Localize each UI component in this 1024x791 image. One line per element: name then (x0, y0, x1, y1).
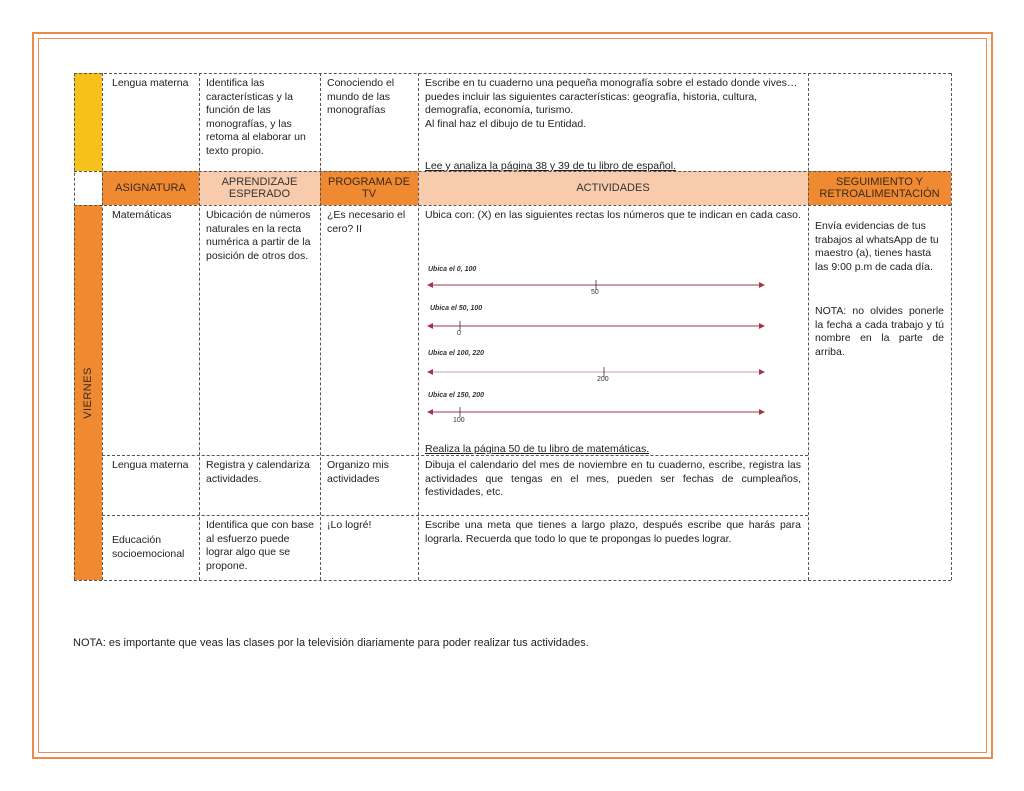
top-programa: Conociendo el mundo de las monografías (327, 77, 395, 116)
row-matematicas-programa: ¿Es necesario el cero? II (327, 209, 406, 235)
top-asignatura: Lengua materna (112, 77, 189, 89)
day-label: VIERNES (82, 366, 95, 419)
seguimiento-paragraph-1: Envía evidencias de tus trabajos al whatsApp de tu maestro (a), tienes hasta las 9:00 p.m de cada día. (815, 220, 939, 273)
top-aprendizaje: Identifica las características y la función de las monografías, y las retoma al elaborar un texto propio. (206, 77, 306, 157)
header-asignatura: ASIGNATURA (102, 171, 199, 205)
number-line-3-label: Ubica el 100, 220 (428, 350, 485, 357)
top-actividades-link: Lee y analiza la página 38 y 39 de tu libro de español. (425, 160, 677, 172)
number-line-2-label: Ubica el 50, 100 (430, 305, 483, 312)
number-line-4-label: Ubica el 150, 200 (428, 392, 485, 399)
row-matematicas-aprendizaje: Ubicación de números naturales en la recta numérica a partir de la posición de otros dos. (206, 209, 311, 262)
row-matematicas-link: Realiza la página 50 de tu libro de matemáticas. (425, 443, 650, 455)
row-lengua-aprendizaje: Registra y calendariza actividades. (206, 459, 310, 485)
footer-note: NOTA: es importante que veas las clases por la televisión diariamente para poder realizar tus actividades. (73, 637, 589, 649)
top-actividades-text-2: Al final haz el dibujo de tu Entidad. (425, 117, 587, 130)
row-socioemocional-aprendizaje: Identifica que con base al esfuerzo puede lograr algo que se propone. (206, 519, 314, 572)
header-actividades: ACTIVIDADES (418, 171, 808, 205)
row-lengua-actividades: Dibuja el calendario del mes de noviembre en tu cuaderno, escribe, registra las actividades que tengas en el mes, pueden ser fechas de cumpleaños, festividades, etc. (425, 459, 801, 498)
row-matematicas-asignatura: Matemáticas (112, 209, 172, 221)
top-actividades-text: Escribe en tu cuaderno una pequeña monografía sobre el estado donde vives… puedes incluir las siguientes características: geografía, historia, cultura, demografía, economía, turismo. (425, 77, 798, 116)
top-row-color-bar (74, 73, 102, 171)
row-socioemocional-actividades: Escribe una meta que tienes a largo plazo, después escribe que harás para lograrla. Recuerda que todo lo que te propongas lo puedes lograr. (425, 519, 801, 545)
top-actividades (420, 75, 806, 135)
number-line-1-label: Ubica el 0, 100 (428, 266, 477, 273)
number-line-2-tick-label: 0 (457, 330, 461, 337)
number-lines-figure (420, 262, 806, 432)
row-socioemocional-programa: ¡Lo logré! (327, 519, 372, 531)
header-seguimiento: SEGUIMIENTO Y RETROALIMENTACIÓN (808, 171, 951, 205)
row-matematicas-actividades: Ubica con: (X) en las siguientes rectas los números que te indican en cada caso. (425, 209, 801, 221)
number-line-1-tick-label: 50 (591, 289, 599, 296)
number-line-3-tick-label: 200 (597, 376, 609, 383)
header-programa: PROGRAMA DE TV (320, 171, 418, 205)
number-line-4-tick-label: 100 (453, 417, 465, 424)
row-lengua-asignatura: Lengua materna (112, 459, 189, 471)
header-aprendizaje: APRENDIZAJE ESPERADO (199, 171, 320, 205)
row-lengua-programa: Organizo mis actividades (327, 459, 389, 485)
seguimiento-paragraph-2: NOTA: no olvides ponerle la fecha a cada trabajo y tú nombre en la parte de arriba. (815, 305, 944, 358)
row-socioemocional-asignatura: Educación socioemocional (112, 534, 185, 560)
